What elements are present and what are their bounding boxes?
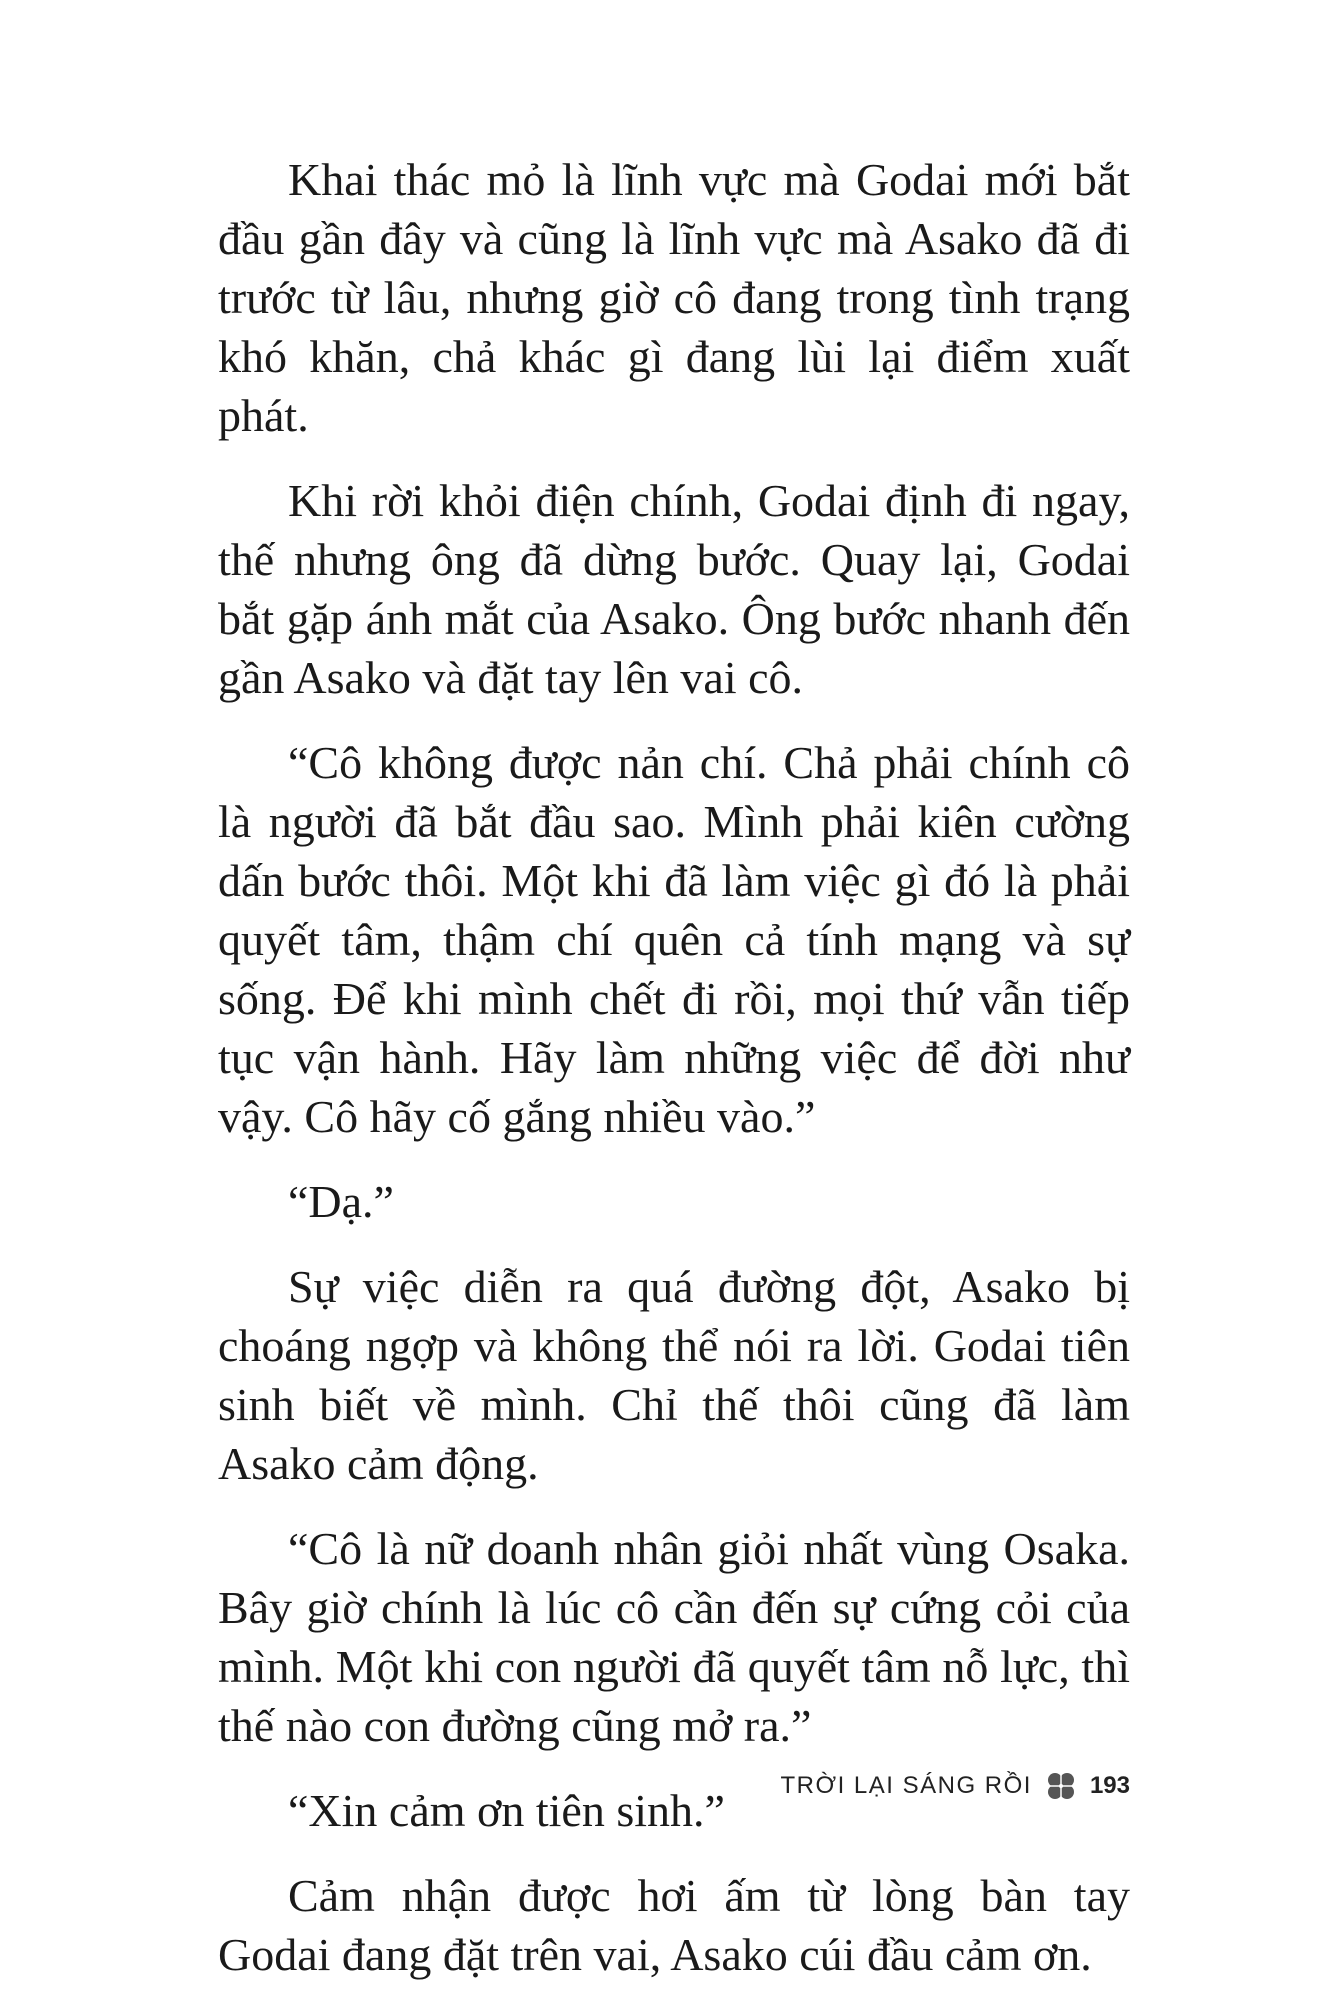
paragraph: “Cô là nữ doanh nhân giỏi nhất vùng Osaka. Bây giờ chính là lúc cô cần đến sự cứng cỏi của mình. Một khi con người đã quyết tâm nỗ lực, thì thế nào con đường cũng mở ra.” <box>218 1523 1130 1751</box>
paragraph: Khai thác mỏ là lĩnh vực mà Godai mới bắt đầu gần đây và cũng là lĩnh vực mà Asako đã đi trước từ lâu, nhưng giờ cô đang trong tình trạng khó khăn, chả khác gì đang lùi lại điểm xuất phát. <box>218 154 1130 441</box>
paragraph: Sự việc diễn ra quá đường đột, Asako bị choáng ngợp và không thể nói ra lời. Godai tiên sinh biết về mình. Chỉ thế thôi cũng đã làm Asako cảm động. <box>218 1261 1130 1489</box>
page-body <box>218 150 1130 2010</box>
paragraph: Cảm nhận được hơi ấm từ lòng bàn tay Godai đang đặt trên vai, Asako cúi đầu cảm ơn. <box>218 1870 1130 1980</box>
page-footer <box>781 1768 1131 1804</box>
running-title: TRỜI LẠI SÁNG RỒI <box>780 1772 1032 1799</box>
paragraph: “Dạ.” <box>288 1176 394 1227</box>
page-number: 193 <box>1089 1772 1130 1799</box>
paragraph: Khi rời khỏi điện chính, Godai định đi ngay, thế nhưng ông đã dừng bước. Quay lại, Godai bắt gặp ánh mắt của Asako. Ông bước nhanh đến gần Asako và đặt tay lên vai cô. <box>218 475 1130 703</box>
clover-icon <box>1044 1769 1078 1803</box>
paragraph: “Xin cảm ơn tiên sinh.” <box>288 1785 725 1836</box>
paragraph: “Cô không được nản chí. Chả phải chính cô là người đã bắt đầu sao. Mình phải kiên cường dấn bước thôi. Một khi đã làm việc gì đó là phải quyết tâm, thậm chí quên cả tính mạng và sự sống. Để khi mình chết đi rồi, mọi thứ vẫn tiếp tục vận hành. Hãy làm những việc để đời như vậy. Cô hãy cố gắng nhiều vào.” <box>218 737 1130 1142</box>
